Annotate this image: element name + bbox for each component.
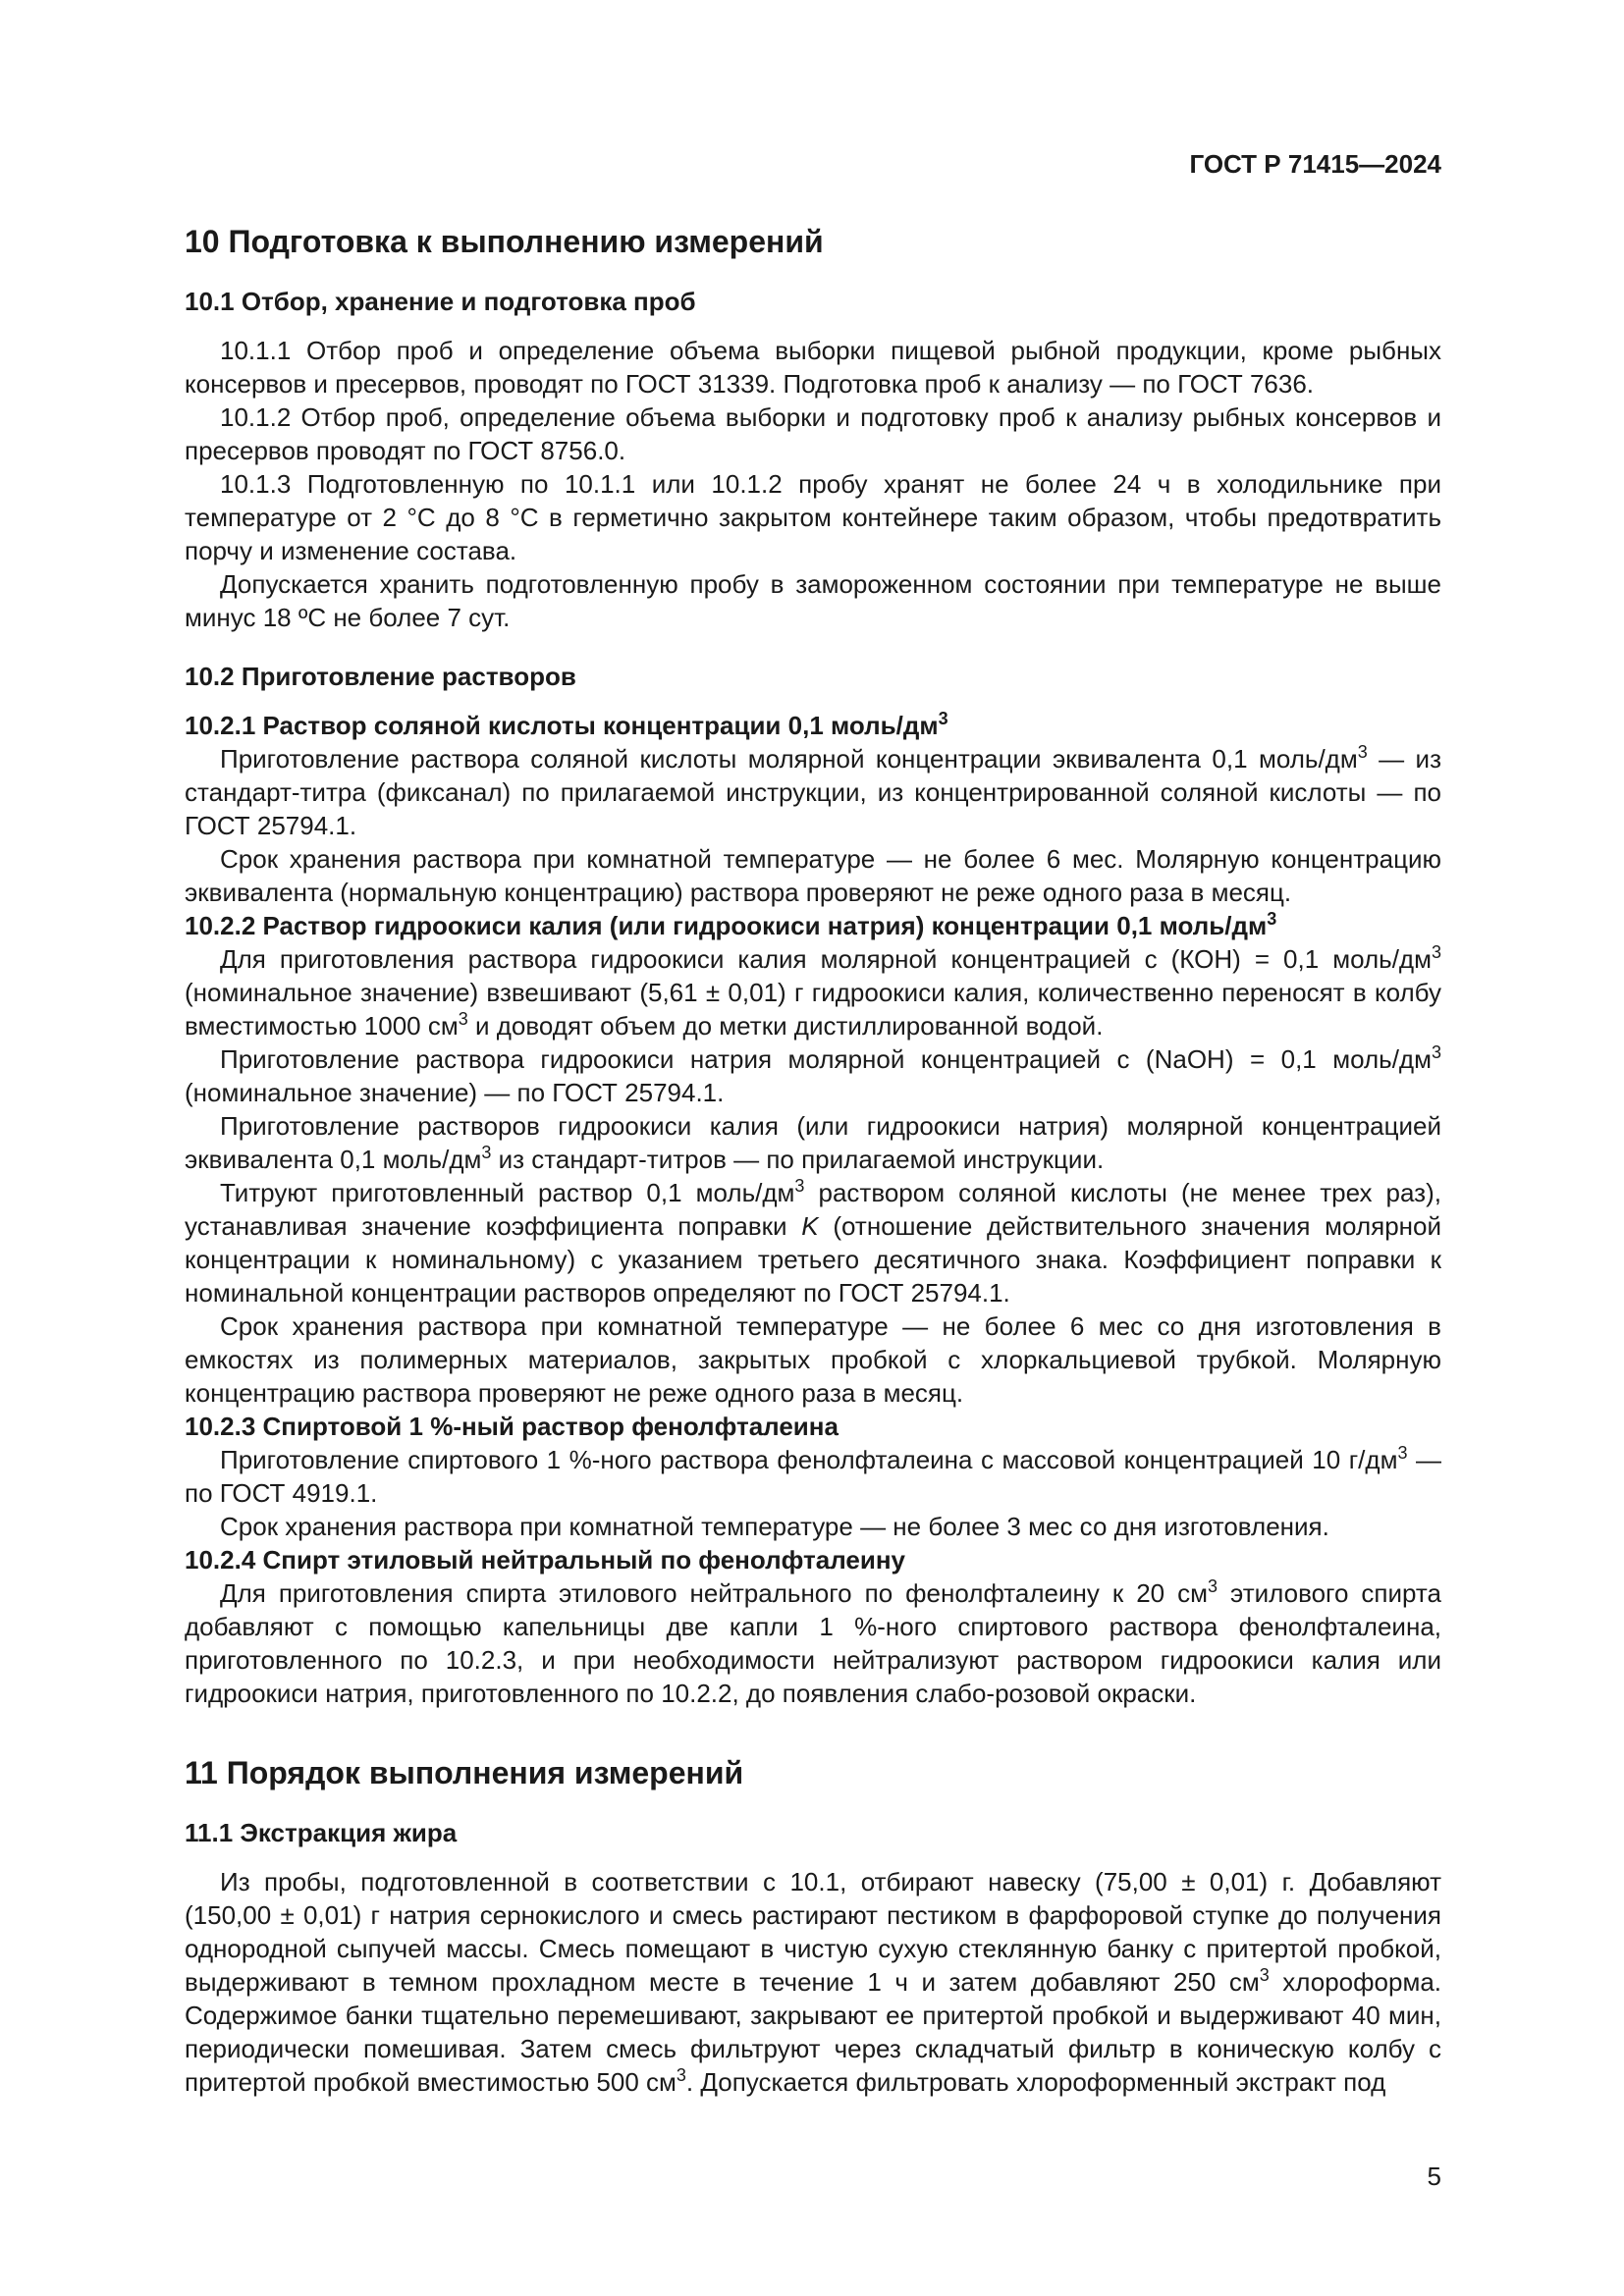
paragraph-neutral-ethanol: Для приготовления спирта этилового нейтрального по фенолфталеину к 20 $см^3$ этилового спирта добавляют с помощью капельницы две капли 1 %-ного спиртового раствора фенолфталеина, приготовленного по 10.2.3, и при необходимости нейтрализуют раствором гидроокиси калия или гидроокиси натрия, приготовленного по 10.2.2, до появления слабо-розовой окраски.: [185, 1576, 1441, 1708]
page-number: 5: [1427, 2162, 1441, 2191]
subsection-10-2-1-title: 10.2.1 Раствор соляной кислоты концентрации 0,1 моль/$дм^3$: [185, 709, 948, 740]
paragraph-koh-preparation: Для приготовления раствора гидроокиси калия молярной концентрацией с (КОН) = 0,1 моль/$дм^3$ (номинальное значение) взвешивают (5,61 ± 0,01) г гидроокиси калия, количественно переносят в колбу вместимостью 1000 $см^3$ и доводят объем до метки дистиллированной водой.: [185, 942, 1441, 1041]
subsection-10-2-4-title: 10.2.4 Спирт этиловый нейтральный по фенолфталеину: [185, 1545, 906, 1575]
section-10-1-title: 10.1 Отбор, хранение и подготовка проб: [185, 287, 696, 316]
section-10-2-title: 10.2 Приготовление растворов: [185, 662, 576, 691]
paragraph-titration: Титруют приготовленный раствор 0,1 моль/$дм^3$ раствором соляной кислоты (не менее трех раз), устанавливая значение коэффициента поправки K (отношение действительного значения молярной концентрации к номинальному) с указанием третьего десятичного знака. Коэффициент поправки к номинальной концентрации растворов определяют по ГОСТ 25794.1.: [185, 1176, 1441, 1308]
subsection-10-2-2-title: 10.2.2 Раствор гидроокиси калия (или гидроокиси натрия) концентрации 0,1 моль/$дм^3$: [185, 909, 1277, 940]
paragraph-phenolphthalein-storage: Срок хранения раствора при комнатной температуре — не более 3 мес со дня изготовления.: [220, 1512, 1329, 1541]
paragraph-fat-extraction: Из пробы, подготовленной в соответствии с 10.1, отбирают навеску (75,00 ± 0,01) г. Добавляют (150,00 ± 0,01) г натрия сернокислого и смесь растирают пестиком в фарфоровой ступке до получения однородной сыпучей массы. Смесь помещают в чистую сухую стеклянную банку с притертой пробкой, выдерживают в темном прохладном месте в течение 1 ч и затем добавляют 250 $см^3$ хлороформа. Содержимое банки тщательно перемешивают, закрывают ее притертой пробкой и выдерживают 40 мин, периодически помешивая. Затем смесь фильтруют через складчатый фильтр в коническую колбу с притертой пробкой вместимостью 500 $см^3$. Допускается фильтровать хлороформенный экстракт под: [185, 1867, 1441, 2097]
paragraph-hcl-storage: Срок хранения раствора при комнатной температуре — не более 6 мес. Молярную концентрацию эквивалента (нормальную концентрацию) раствора проверяют не реже одного раза в месяц.: [185, 844, 1441, 907]
paragraph-naoh-preparation: Приготовление раствора гидроокиси натрия молярной концентрацией с (NaOH) = 0,1 моль/$дм^3$ (номинальное значение) — по ГОСТ 25794.1.: [185, 1042, 1441, 1107]
paragraph-standard-titres: Приготовление растворов гидроокиси калия (или гидроокиси натрия) молярной концентрацией эквивалента 0,1 моль/$дм^3$ из стандарт-титров — по прилагаемой инструкции.: [185, 1111, 1441, 1174]
paragraph-10-1-2: 10.1.2 Отбор проб, определение объема выборки и подготовку проб к анализу рыбных консервов и пресервов проводят по ГОСТ 8756.0.: [185, 402, 1441, 465]
paragraph-phenolphthalein-preparation: Приготовление спиртового 1 %-ного раствора фенолфталеина с массовой концентрацией 10 $г/дм^3$ — по ГОСТ 4919.1.: [185, 1443, 1441, 1508]
section-10-title: 10 Подготовка к выполнению измерений: [185, 224, 824, 259]
standard-designation: ГОСТ Р 71415—2024: [1189, 149, 1441, 179]
paragraph-frozen-storage: Допускается хранить подготовленную пробу в замороженном состоянии при температуре не выше минус 18 ºС не более 7 сут.: [185, 569, 1441, 632]
section-11-title: 11 Порядок выполнения измерений: [185, 1755, 744, 1790]
paragraph-10-1-3: 10.1.3 Подготовленную по 10.1.1 или 10.1.2 пробу хранят не более 24 ч в холодильнике при температуре от 2 °С до 8 °С в герметично закрытом контейнере таким образом, чтобы предотвратить порчу и изменение состава.: [185, 469, 1441, 565]
paragraph-10-1-1: 10.1.1 Отбор проб и определение объема выборки пищевой рыбной продукции, кроме рыбных консервов и пресервов, проводят по ГОСТ 31339. Подготовка проб к анализу — по ГОСТ 7636.: [185, 336, 1441, 399]
section-11-1-title: 11.1 Экстракция жира: [185, 1818, 458, 1847]
page-content: [185, 222, 1441, 2099]
paragraph-hcl-preparation: Приготовление раствора соляной кислоты молярной концентрации эквивалента 0,1 моль/$дм^3$ — из стандарт-титра (фиксанал) по прилагаемой инструкции, из концентрированной соляной кислоты — по ГОСТ 25794.1.: [185, 742, 1441, 840]
paragraph-koh-storage: Срок хранения раствора при комнатной температуре — не более 6 мес со дня изготовления в емкостях из полимерных материалов, закрытых пробкой с хлоркальциевой трубкой. Молярную концентрацию раствора проверяют не реже одного раза в месяц.: [185, 1311, 1441, 1408]
subsection-10-2-3-title: 10.2.3 Спиртовой 1 %-ный раствор фенолфталеина: [185, 1412, 839, 1441]
